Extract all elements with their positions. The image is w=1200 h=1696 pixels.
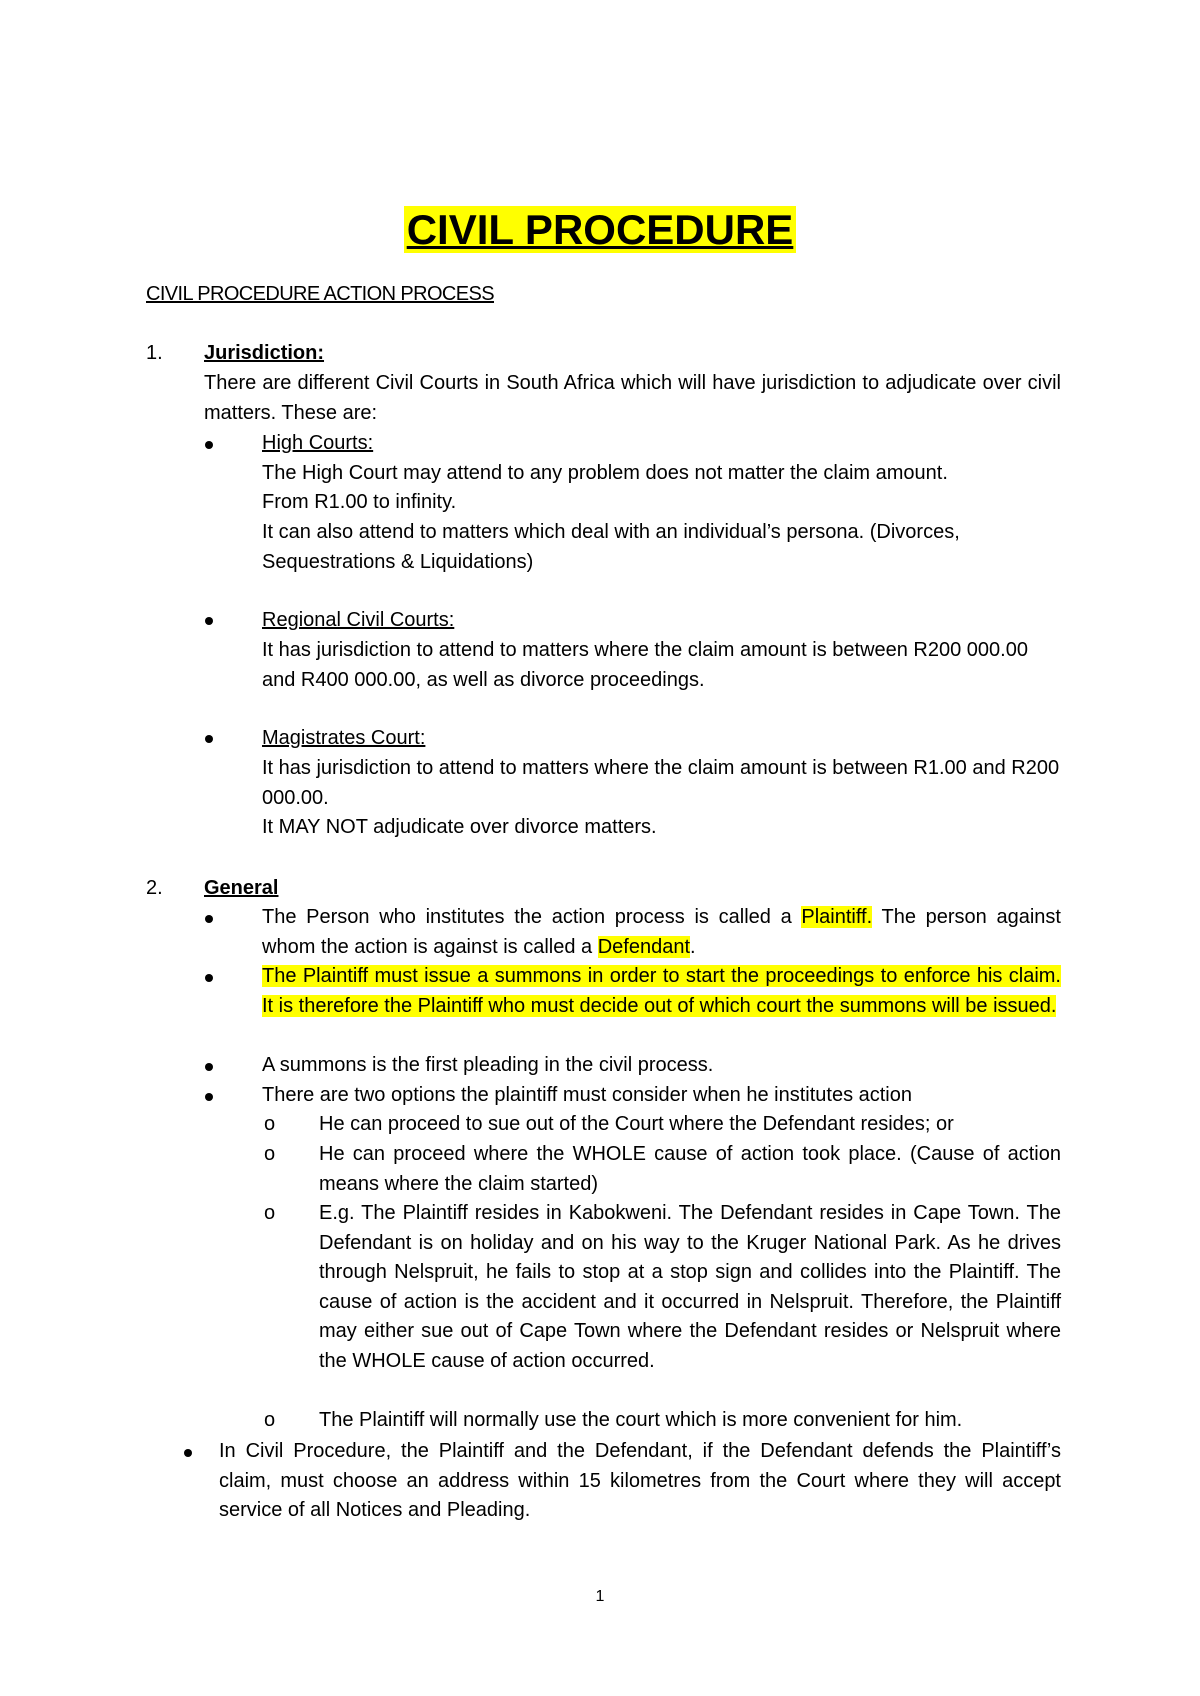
bullet-icon: [205, 617, 213, 625]
document-subtitle: CIVIL PROCEDURE ACTION PROCESS: [146, 283, 494, 305]
bullet-icon: [205, 735, 213, 743]
magistrates-court-heading: Magistrates Court:: [262, 727, 426, 749]
bullet-icon: [205, 915, 213, 923]
high-courts-line-3: It can also attend to matters which deal with an individual’s persona. (Divorces, Sequestrations & Liquidations): [262, 521, 960, 573]
option-3-example: E.g. The Plaintiff resides in Kabokweni. The Defendant resides in Cape Town. The Defendant is on holiday and on his way to the Kruger National Park. As he drives through Nelspruit, he fails to stop at a stop sign and collides into the Plaintiff. The cause of action is the accident and it occurred in Nelspruit. Therefore, the Plaintiff may either sue out of Cape Town where the Defendant resides or Nelspruit where the WHOLE cause of action occurred.: [319, 1202, 1061, 1372]
option-2: He can proceed where the WHOLE cause of action took place. (Cause of action means where the claim started): [319, 1143, 1061, 1195]
option-4: The Plaintiff will normally use the court which is more convenient for him.: [319, 1409, 963, 1431]
high-courts-line-1: The High Court may attend to any problem does not matter the claim amount.: [262, 462, 948, 484]
magistrates-court-line-2: It MAY NOT adjudicate over divorce matters.: [262, 816, 657, 838]
bullet-icon: [205, 1063, 213, 1071]
bullet-icon: [205, 441, 213, 449]
regional-courts-heading: Regional Civil Courts:: [262, 609, 455, 631]
general-bullet-5: In Civil Procedure, the Plaintiff and the Defendant, if the Defendant defends the Plaintiff’s claim, must choose an address within 15 kilometres from the Court where they will accept service of all Notices and Pleading.: [219, 1440, 1061, 1522]
bullet-icon: [184, 1449, 192, 1457]
section-2-number: 2.: [146, 877, 163, 899]
regional-courts-line-1: It has jurisdiction to attend to matters where the claim amount is between R200 000.00 and R400 000.00, as well as divorce proceedings.: [262, 639, 1028, 691]
sub-bullet-marker: o: [264, 1113, 276, 1135]
section-1-heading: Jurisdiction:: [204, 342, 325, 364]
general-bullet-2: The Plaintiff must issue a summons in order to start the proceedings to enforce his claim. It is therefore the Plaintiff who must decide out of which court the summons will be issued.: [262, 965, 1061, 1017]
defendant-term: Defendant: [597, 935, 691, 958]
general-bullet-4: There are two options the plaintiff must consider when he institutes action: [262, 1084, 912, 1106]
sub-bullet-marker: o: [264, 1409, 276, 1431]
sub-bullet-marker: o: [264, 1202, 276, 1224]
sub-bullet-marker: o: [264, 1143, 276, 1165]
general-bullet-1: The Person who institutes the action process is called a Plaintiff. The person against whom the action is against is called a Defendant.: [262, 906, 1061, 958]
magistrates-court-line-1: It has jurisdiction to attend to matters where the claim amount is between R1.00 and R200 000.00.: [262, 757, 1060, 809]
general-bullet-3: A summons is the first pleading in the civil process.: [262, 1054, 714, 1076]
section-1-number: 1.: [146, 342, 163, 364]
bullet-icon: [205, 974, 213, 982]
plaintiff-term: Plaintiff.: [801, 906, 873, 928]
option-1: He can proceed to sue out of the Court where the Defendant resides; or: [319, 1113, 954, 1135]
section-2-heading: General: [204, 877, 279, 899]
document-title: CIVIL PROCEDURE: [0, 203, 1200, 257]
section-1-intro: There are different Civil Courts in South Africa which will have jurisdiction to adjudicate over civil matters. These are:: [204, 372, 1061, 424]
high-courts-line-2: From R1.00 to infinity.: [262, 491, 457, 513]
page-number: 1: [595, 1588, 605, 1605]
high-courts-heading: High Courts:: [262, 432, 374, 454]
bullet-icon: [205, 1093, 213, 1101]
